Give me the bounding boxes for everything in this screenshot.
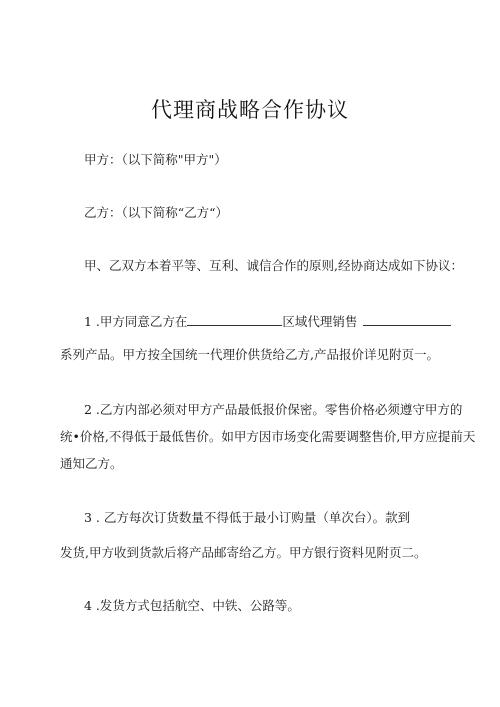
clause-4-line-1: 4 .发货方式包括航空、中铁、公路等。 (84, 598, 300, 613)
clause-2-line-2: 统•价格,不得低于最低售价。如甲方因市场变化需要调整售价,甲方应提前天 (60, 429, 476, 444)
clause-1-prefix: 1 .甲方同意乙方在 (84, 314, 188, 329)
product-blank (363, 313, 451, 326)
clause-2-line-3: 通知乙方。 (60, 456, 123, 471)
party-b-line: 乙方：（以下简称“乙方“） (84, 205, 229, 220)
clause-1-line-1 (84, 313, 451, 330)
clause-3-line-1: 3 . 乙方每次订货数量不得低于最小订购量（单次台）。款到 (84, 510, 411, 525)
clause-2-line-1: 2 .乙方内部必须对甲方产品最低报价保密。零售价格必须遵守甲方的 (84, 402, 463, 417)
party-a-line: 甲方：（以下简称"甲方"） (84, 152, 227, 167)
clause-1-middle: 区域代理销售 (282, 314, 358, 329)
region-blank (187, 313, 282, 326)
document-title: 代理商战略合作协议 (151, 98, 349, 122)
clause-1-line-2: 系列产品。甲方按全国统一代理价供货给乙方,产品报价详见附页一。 (60, 347, 439, 362)
preamble-line: 甲、乙双方本着平等、互利、诚信合作的原则,经协商达成如下协议： (84, 258, 463, 273)
clause-3-line-2: 发货,甲方收到货款后将产品邮寄给乙方。甲方银行资料见附页二。 (60, 545, 427, 560)
